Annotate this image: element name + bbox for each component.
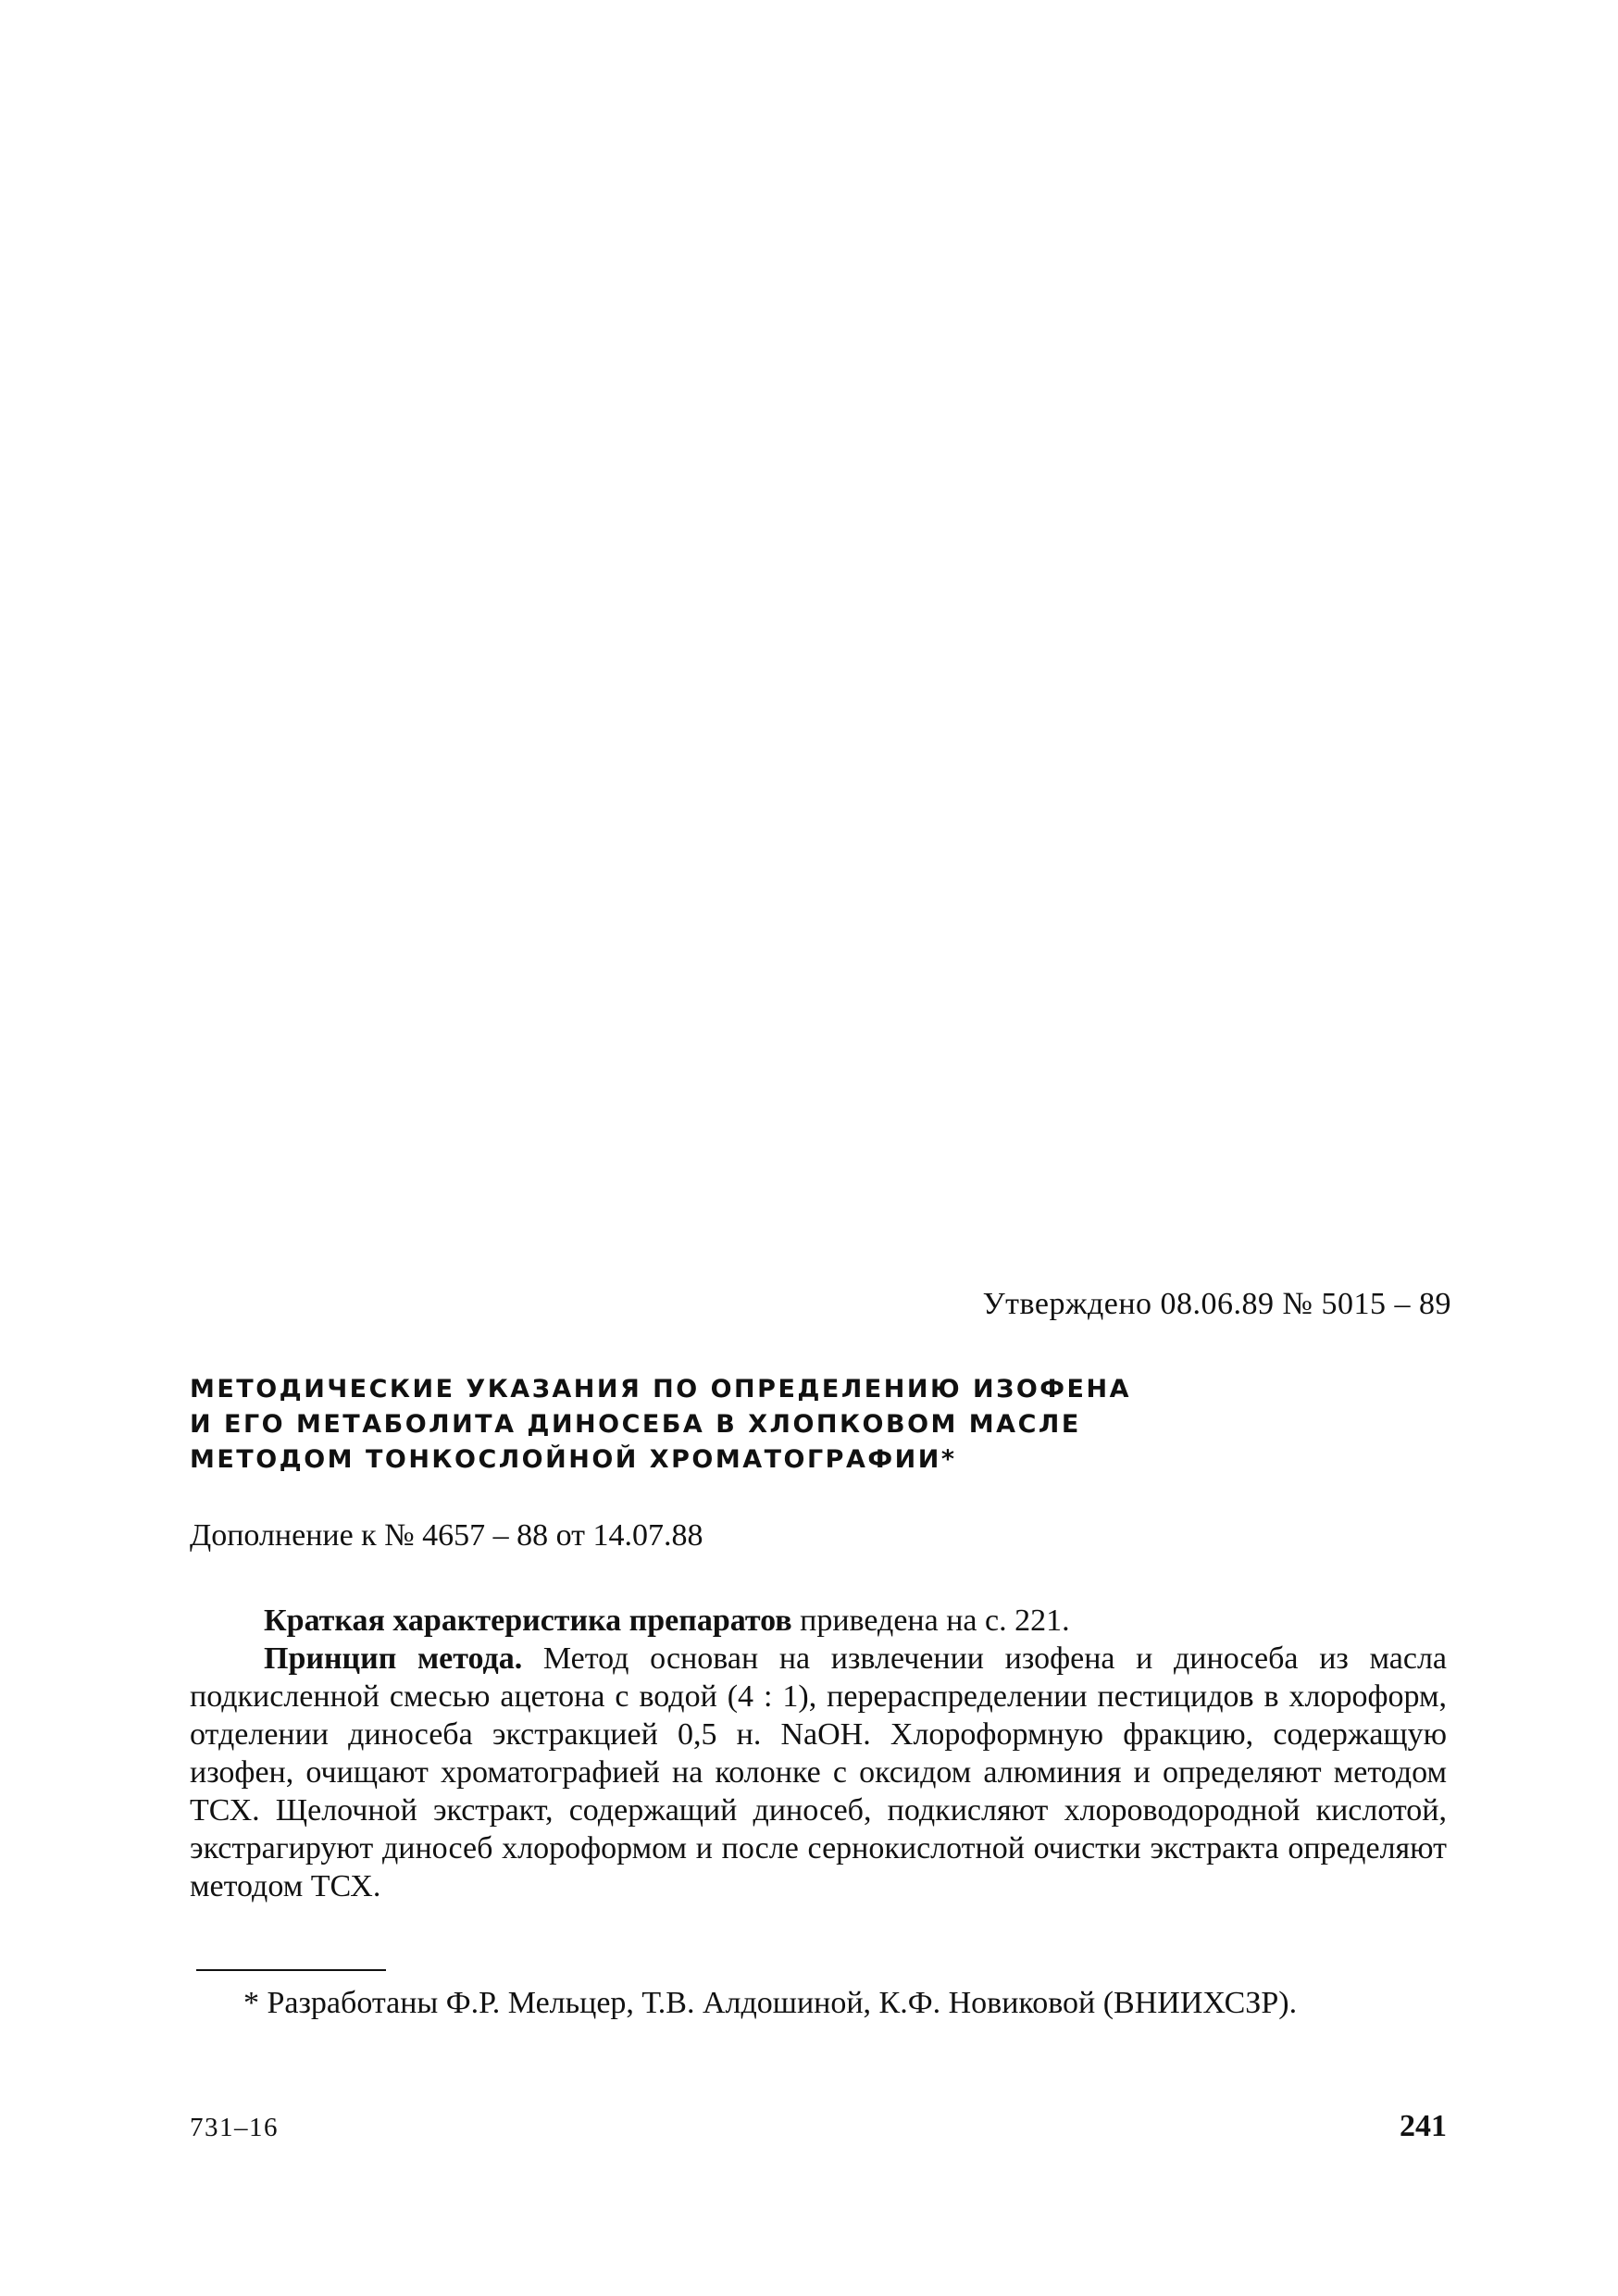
- approval-line: Утверждено 08.06.89 № 5015 – 89: [982, 1287, 1451, 1321]
- paragraph-heading: Краткая характеристика препаратов: [264, 1603, 792, 1638]
- footnote-divider: [196, 1969, 386, 1971]
- paragraph-text: Метод основан на извлечении изофена и диносеба из масла подкисленной смесью ацетона с водой (4 : 1), перераспределении пестицидов в хлороформ, отделении диносеба экстракцией 0,5 н. NaOH. Хлороформную фракцию, содержащую изофен, очищают хроматографией на колонке с оксидом алюминия и определяют методом ТСХ. Щелочной экстракт, содержащий диносеб, подкисляют хлороводородной кислотой, экстрагируют диносеб хлороформом и после сернокислотной очистки экстракта определяют методом ТСХ.: [190, 1641, 1447, 1903]
- page-number: 241: [1400, 2109, 1447, 2143]
- paragraph-summary: [190, 1602, 1447, 1640]
- footnote-text: * Разработаны Ф.Р. Мельцер, Т.В. Алдошиной, К.Ф. Новиковой (ВНИИХСЗР).: [243, 1986, 1298, 2020]
- title-line: И ЕГО МЕТАБОЛИТА ДИНОСЕБА В ХЛОПКОВОМ МАСЛЕ: [190, 1410, 1081, 1439]
- paragraph-text: приведена на с. 221.: [791, 1603, 1070, 1638]
- title-line: МЕТОДОМ ТОНКОСЛОЙНОЙ ХРОМАТОГРАФИИ*: [190, 1445, 957, 1474]
- paragraph-method-principle: [190, 1640, 1447, 1905]
- footnote: [190, 1984, 1447, 2023]
- body-text: [190, 1602, 1447, 1905]
- print-code: 731–16: [190, 2113, 279, 2142]
- supplement-line: Дополнение к № 4657 – 88 от 14.07.88: [190, 1518, 703, 1553]
- document-title: [190, 1372, 1486, 1478]
- paragraph-heading: Принцип метода.: [264, 1641, 523, 1676]
- title-line: МЕТОДИЧЕСКИЕ УКАЗАНИЯ ПО ОПРЕДЕЛЕНИЮ ИЗОФЕНА: [190, 1375, 1131, 1404]
